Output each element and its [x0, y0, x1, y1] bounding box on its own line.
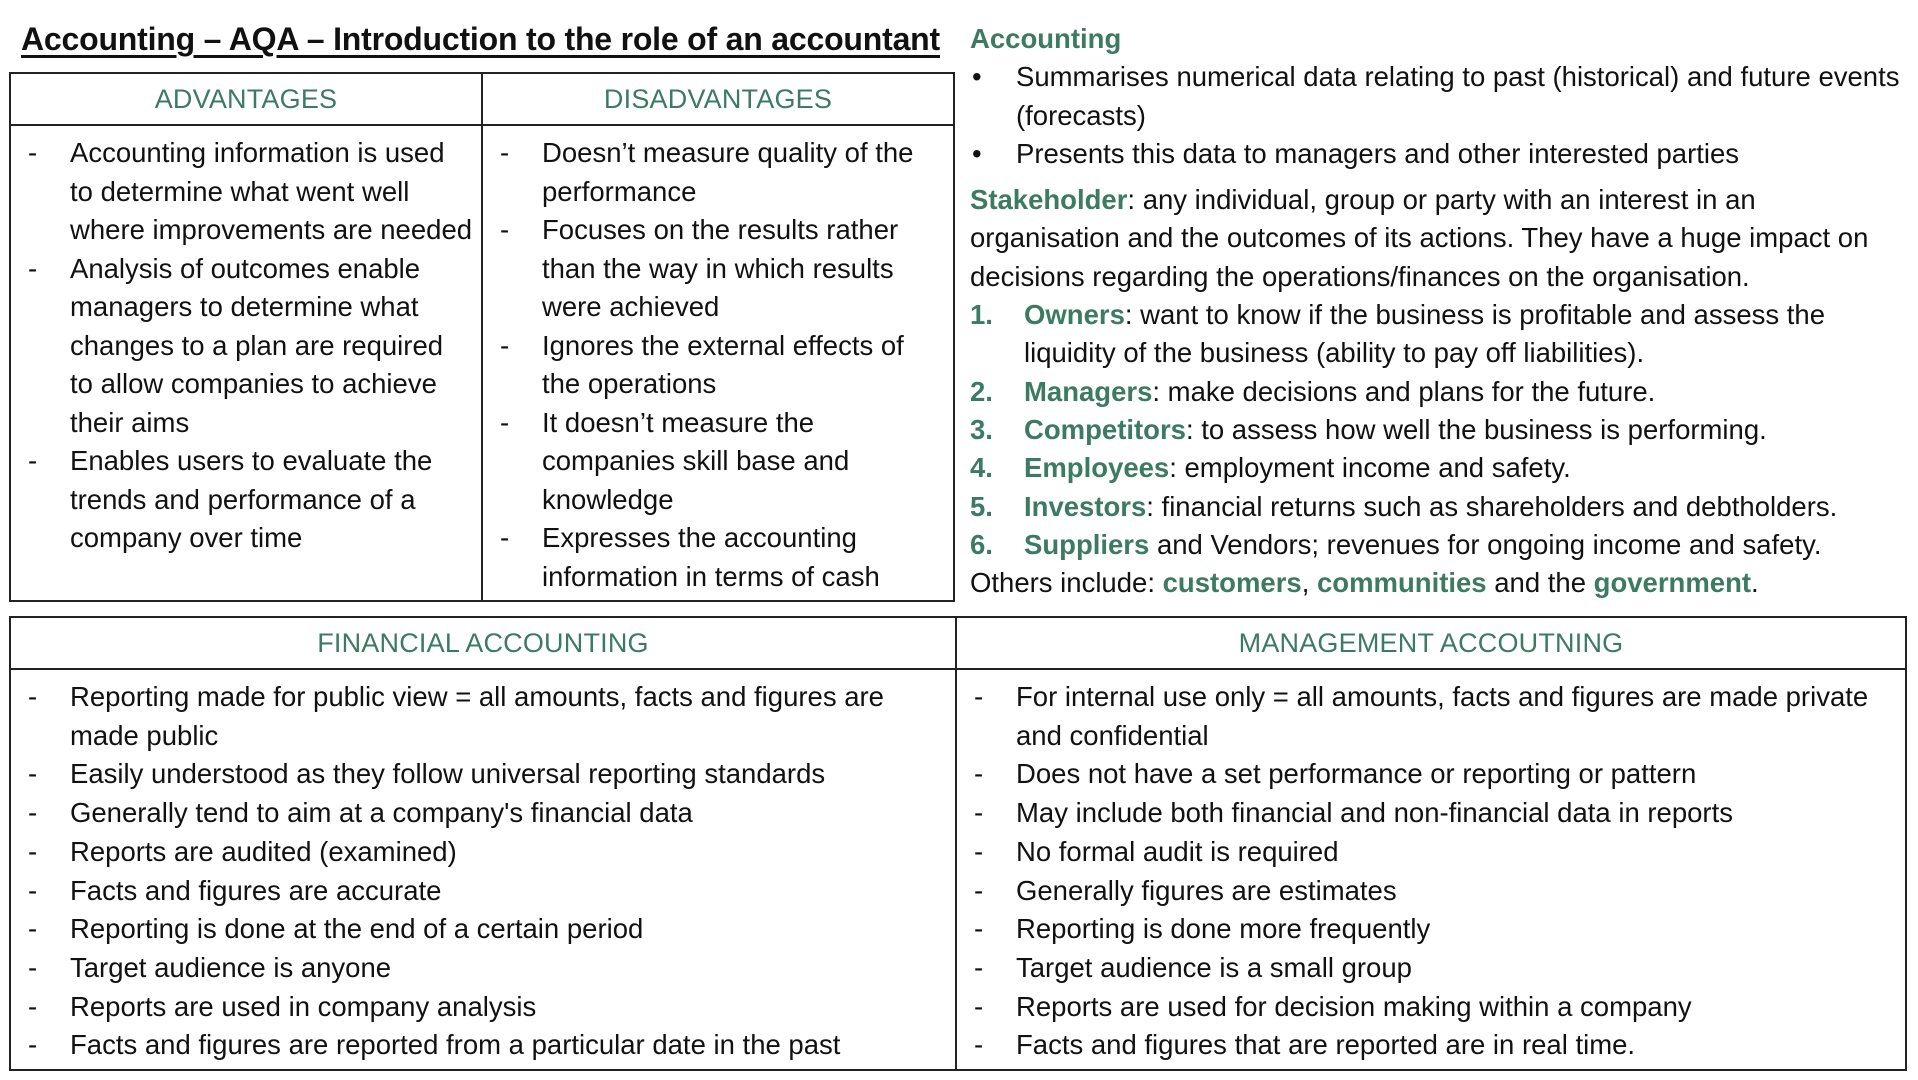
others-end: . [1751, 567, 1759, 599]
stakeholder-term: Suppliers [1024, 528, 1150, 560]
financial-accounting-header: FINANCIAL ACCOUNTING [10, 617, 956, 669]
disadvantages-list [483, 134, 953, 596]
item-number: 1. [970, 299, 993, 331]
accounting-bullets [970, 58, 1910, 173]
list-item: - Reports are audited (examined) [11, 833, 955, 872]
page-title: Accounting – AQA – Introduction to the role of an accountant [21, 21, 940, 57]
stakeholder-term: Employees [1024, 452, 1170, 484]
stakeholder-term: Stakeholder [970, 184, 1128, 216]
stakeholder-term: Owners [1024, 299, 1125, 331]
stakeholder-item-owners [970, 296, 1910, 373]
stakeholder-text: : want to know if the business is profitable and assess the liquidity of the business (ability to pay off liabilities). [1024, 299, 1825, 369]
list-item: - May include both financial and non-financial data in reports [957, 794, 1905, 833]
advantages-list [11, 134, 481, 558]
list-item: - Focuses on the results rather than the way in which results were achieved [483, 211, 953, 327]
others-separator: and the [1486, 567, 1594, 599]
advantages-disadvantages-table [9, 72, 955, 602]
list-item: • Presents this data to managers and other interested parties [970, 135, 1910, 173]
list-item: - Facts and figures that are reported are in real time. [957, 1026, 1905, 1065]
list-item: - Doesn’t measure quality of the performance [483, 134, 953, 211]
item-number: 4. [970, 452, 993, 484]
list-item: - Accounting information is used to determine what went well where improvements are needed [11, 134, 481, 250]
stakeholder-term: Competitors [1024, 413, 1186, 445]
others-communities: communities [1316, 567, 1487, 599]
management-accounting-list [957, 678, 1905, 1065]
list-item: - Does not have a set performance or reporting or pattern [957, 755, 1905, 794]
stakeholder-text: : to assess how well the business is performing. [1185, 413, 1767, 445]
stakeholder-list [970, 296, 1910, 564]
stakeholder-item-investors [970, 488, 1910, 526]
list-item: - Reporting is done at the end of a certain period [11, 910, 955, 949]
list-item: - Reporting made for public view = all amounts, facts and figures are made public [11, 678, 955, 755]
others-prefix: Others include: [970, 567, 1163, 599]
list-item: - Reports are used in company analysis [11, 988, 955, 1027]
item-number: 3. [970, 413, 993, 445]
list-item: - Analysis of outcomes enable managers to determine what changes to a plan are required to allow companies to achieve their aims [11, 250, 481, 443]
others-include [970, 564, 1910, 602]
list-item: - For internal use only = all amounts, facts and figures are made private and confidential [957, 678, 1905, 755]
others-customers: customers [1162, 567, 1302, 599]
stakeholder-definition [970, 181, 1910, 296]
stakeholder-definition-text: : any individual, group or party with an interest in an organisation and the outcomes of its actions. They have a huge impact on decisions regarding the operations/finances on the organisation. [970, 184, 1869, 292]
list-item: - Facts and figures are reported from a particular date in the past [11, 1026, 955, 1065]
stakeholder-text: : financial returns such as shareholders and debtholders. [1146, 490, 1838, 522]
list-item: • Summarises numerical data relating to past (historical) and future events (forecasts) [970, 58, 1910, 135]
item-number: 2. [970, 375, 993, 407]
stakeholder-item-competitors [970, 411, 1910, 449]
list-item: - Target audience is a small group [957, 949, 1905, 988]
management-accounting-cell [956, 669, 1906, 1070]
list-item: - Ignores the external effects of the operations [483, 327, 953, 404]
list-item: - Easily understood as they follow universal reporting standards [11, 755, 955, 794]
stakeholder-item-suppliers [970, 526, 1910, 564]
stakeholder-term: Investors [1024, 490, 1147, 522]
item-number: 5. [970, 490, 993, 522]
list-item: - Reporting is done more frequently [957, 910, 1905, 949]
list-item: - Reports are used for decision making within a company [957, 988, 1905, 1027]
list-item: - It doesn’t measure the companies skill base and knowledge [483, 404, 953, 520]
stakeholder-item-managers [970, 373, 1910, 411]
financial-management-table [9, 616, 1907, 1071]
list-item: - Target audience is anyone [11, 949, 955, 988]
list-item: - Expresses the accounting information in terms of cash [483, 519, 953, 596]
list-item: - Generally figures are estimates [957, 872, 1905, 911]
list-item: - Enables users to evaluate the trends and performance of a company over time [11, 442, 481, 558]
list-item: - No formal audit is required [957, 833, 1905, 872]
stakeholder-text: : make decisions and plans for the future. [1152, 375, 1656, 407]
advantages-cell [10, 125, 482, 601]
stakeholder-text: and Vendors; revenues for ongoing income and safety. [1149, 528, 1822, 560]
stakeholder-text: : employment income and safety. [1169, 452, 1571, 484]
list-item: - Generally tend to aim at a company's financial data [11, 794, 955, 833]
others-separator: , [1301, 567, 1317, 599]
item-number: 6. [970, 528, 993, 560]
accounting-heading: Accounting [970, 23, 1122, 54]
disadvantages-cell [482, 125, 954, 601]
financial-accounting-list [11, 678, 955, 1065]
management-accounting-header: MANAGEMENT ACCOUTNING [956, 617, 1906, 669]
accounting-notes [970, 20, 1910, 602]
financial-accounting-cell [10, 669, 956, 1070]
list-item: - Facts and figures are accurate [11, 872, 955, 911]
others-government: government [1593, 567, 1752, 599]
stakeholder-item-employees [970, 449, 1910, 487]
advantages-header: ADVANTAGES [10, 73, 482, 125]
disadvantages-header: DISADVANTAGES [482, 73, 954, 125]
stakeholder-term: Managers [1024, 375, 1153, 407]
